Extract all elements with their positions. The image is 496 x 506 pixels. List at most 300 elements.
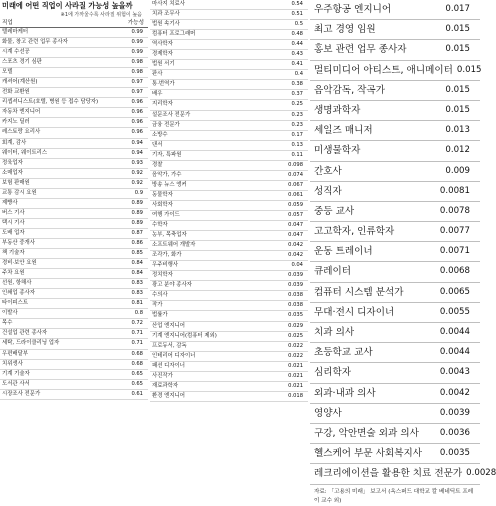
probability-value: 0.029	[288, 322, 303, 329]
table-row	[310, 303, 480, 323]
job-name: 제빵사	[2, 199, 18, 206]
probability-value: 0.0035	[439, 448, 470, 459]
table-row	[310, 20, 480, 40]
table-row	[310, 61, 480, 81]
job-name: 경제학자	[152, 51, 173, 58]
probability-value: 0.38	[291, 81, 303, 88]
probability-value: 0.035	[288, 312, 303, 319]
job-name: 화물, 창고 관련 업무 종사자	[2, 39, 68, 46]
probability-value: 0.047	[288, 232, 303, 239]
job-name: 수학자	[152, 222, 168, 229]
table-row	[150, 301, 308, 311]
job-name: 성직자	[314, 185, 342, 197]
table-row	[150, 241, 308, 251]
job-name: 소프트웨어 개발자	[152, 242, 196, 249]
job-name: 경비·보안 요원	[2, 260, 37, 267]
job-name: 리셉셔니스트(호텔, 병원 등 접수 담당자)	[2, 99, 99, 106]
probability-value: 0.0043	[439, 367, 470, 378]
table-row	[310, 202, 480, 222]
probability-value: 0.71	[131, 330, 143, 337]
table-row	[150, 90, 308, 100]
job-name: 재료과학자	[152, 382, 179, 389]
job-name: 방송 뉴스 앵커	[152, 181, 187, 188]
probability-value: 0.92	[131, 179, 143, 186]
probability-value: 0.54	[291, 1, 303, 7]
probability-value: 0.23	[291, 121, 303, 128]
table-row	[310, 40, 480, 60]
probability-value: 0.04	[291, 262, 303, 269]
job-name: 소매업자	[2, 169, 23, 176]
job-name: 간호사	[314, 165, 342, 177]
table-row	[310, 141, 480, 161]
probability-value: 0.84	[131, 260, 143, 267]
probability-value: 0.8	[134, 310, 143, 317]
probability-value: 0.012	[445, 145, 470, 156]
job-name: 이발사	[2, 310, 18, 317]
job-name: 생명과학자	[314, 104, 361, 116]
probability-value: 0.99	[131, 29, 143, 35]
job-name: 역사학자	[152, 41, 173, 48]
table-row	[310, 283, 480, 303]
table-row	[310, 81, 480, 101]
table-row	[310, 384, 480, 404]
job-name: 전화 교환원	[2, 89, 30, 96]
table-row	[0, 279, 148, 289]
table-row	[310, 101, 480, 121]
job-name: 정육업자	[2, 159, 23, 166]
table-row	[0, 309, 148, 319]
table-row	[0, 229, 148, 239]
probability-value: 0.84	[131, 270, 143, 277]
job-name: 법원 서기	[152, 61, 175, 68]
job-name: 법률가	[152, 312, 168, 319]
table-row	[310, 343, 480, 363]
probability-value: 0.4	[294, 71, 303, 78]
probability-value: 0.025	[288, 332, 303, 339]
table-row	[150, 231, 308, 241]
table-row	[150, 151, 308, 161]
table-row	[150, 80, 308, 90]
job-name: 컴퓨터 프로그래머	[152, 31, 196, 38]
table-row	[150, 382, 308, 392]
probability-value: 0.48	[291, 31, 303, 38]
table-row	[150, 0, 308, 10]
job-name: 레스토랑 요리사	[2, 129, 41, 136]
table-row	[0, 179, 148, 189]
table-row	[310, 424, 480, 444]
probability-value: 0.51	[291, 11, 303, 18]
job-name: 지리학자	[152, 101, 173, 108]
table-row	[0, 319, 148, 329]
table-row	[150, 70, 308, 80]
probability-value: 0.97	[131, 79, 143, 86]
probability-value: 0.015	[456, 64, 482, 75]
probability-value: 0.65	[131, 370, 143, 377]
job-name: 부동산 중개사	[2, 239, 35, 246]
table-row	[0, 139, 148, 149]
table-row	[0, 169, 148, 179]
probability-value: 0.13	[291, 141, 303, 148]
probability-value: 0.96	[131, 119, 143, 126]
probability-value: 0.99	[131, 39, 143, 46]
job-name: 캐셔어(계산원)	[2, 79, 38, 86]
table-row	[150, 322, 308, 332]
probability-value: 0.0039	[439, 407, 470, 418]
job-name: 구강, 악안면술 외과 의사	[314, 427, 419, 439]
probability-value: 0.9	[134, 189, 143, 196]
table-row	[150, 50, 308, 60]
probability-value: 0.94	[131, 139, 143, 146]
table-row	[310, 363, 480, 383]
table-column-2	[150, 0, 308, 402]
job-name: 경찰	[152, 161, 163, 168]
job-name: 농부, 목축업자	[152, 232, 187, 239]
probability-value: 0.96	[131, 109, 143, 116]
job-name: 사회학자	[152, 201, 173, 208]
job-name: 타이피스트	[2, 300, 29, 307]
job-name: 음악감독, 작곡가	[314, 84, 385, 96]
probability-value: 0.013	[445, 125, 470, 136]
probability-value: 0.022	[288, 352, 303, 359]
table-row	[0, 360, 148, 370]
table-row	[150, 141, 308, 151]
probability-value: 0.039	[288, 282, 303, 289]
job-name: 텔레마케터	[2, 29, 29, 35]
job-name: 세탁, 드라이클리닝 업자	[2, 340, 60, 347]
table-row	[0, 380, 148, 390]
probability-value: 0.65	[131, 380, 143, 387]
job-name: 자동차 엔지니어	[2, 109, 41, 116]
job-name: 작가	[152, 302, 163, 309]
probability-value: 0.0078	[439, 205, 470, 216]
table-row	[0, 38, 148, 48]
job-name: 스포츠 경기 심판	[2, 59, 42, 66]
table-row	[310, 444, 480, 464]
table-column-3	[310, 0, 496, 506]
table-row	[150, 201, 308, 211]
probability-value: 0.0081	[439, 185, 470, 196]
probability-value: 0.41	[291, 61, 303, 68]
job-name: 시계 수선공	[2, 49, 30, 56]
table-row	[0, 88, 148, 98]
job-name: 멀티미디어 아티스트, 애니메이터	[314, 64, 453, 76]
job-name: 버스 기사	[2, 209, 25, 216]
probability-value: 0.021	[288, 382, 303, 389]
probability-value: 0.057	[288, 211, 303, 218]
table-row	[0, 299, 148, 309]
probability-value: 0.042	[288, 242, 303, 249]
job-name: 목수	[2, 320, 13, 327]
probability-value: 0.0065	[439, 286, 470, 297]
table-row	[150, 111, 308, 121]
job-name: 수의사	[152, 292, 168, 299]
job-name: 동물학자	[152, 191, 173, 198]
job-name: 음악가, 가수	[152, 171, 182, 178]
table-row	[0, 78, 148, 88]
table-row	[0, 259, 148, 269]
probability-value: 0.68	[131, 360, 143, 367]
probability-value: 0.0028	[466, 468, 496, 479]
header-probability: 가능성	[127, 20, 144, 26]
scale-note: ※1에 가까울수록 사라질 위험이 높음	[60, 12, 142, 18]
job-name: 우주비행사	[152, 262, 179, 269]
table-row	[150, 392, 308, 402]
probability-value: 0.038	[288, 302, 303, 309]
table-row	[150, 181, 308, 191]
job-name: 세일즈 매니저	[314, 125, 373, 137]
probability-value: 0.067	[288, 181, 303, 188]
probability-value: 0.021	[288, 362, 303, 369]
job-list-2	[150, 0, 308, 402]
job-name: 금융 전문가	[152, 121, 180, 128]
table-row	[150, 291, 308, 301]
table-row	[150, 211, 308, 221]
table-row	[150, 171, 308, 181]
table-row	[150, 10, 308, 20]
job-name: 패션 디자이너	[152, 362, 185, 369]
table-row	[150, 352, 308, 362]
probability-value: 0.015	[445, 104, 470, 115]
job-name: 환경 엔지니어	[152, 392, 185, 399]
probability-value: 0.061	[288, 191, 303, 198]
job-name: 통·번역가	[152, 81, 175, 88]
page-title: 미래에 어떤 직업이 사라질 가능성 높을까	[2, 1, 133, 10]
job-name: 인테리어 디자이너	[152, 352, 196, 359]
probability-value: 0.89	[131, 199, 143, 206]
job-name: 도배 업자	[2, 229, 25, 236]
probability-value: 0.93	[131, 159, 143, 166]
job-name: 정치학자	[152, 272, 173, 279]
table-row	[0, 239, 148, 249]
job-list-3	[310, 0, 496, 485]
job-name: 최고 경영 임원	[314, 24, 376, 36]
probability-value: 0.92	[131, 169, 143, 176]
table-row	[150, 221, 308, 231]
probability-value: 0.87	[131, 229, 143, 236]
table-row	[310, 262, 480, 282]
probability-value: 0.038	[288, 292, 303, 299]
job-name: 배우	[152, 91, 163, 98]
probability-value: 0.72	[131, 320, 143, 327]
job-name: 치과 조무사	[152, 11, 180, 18]
job-name: 중등 교사	[314, 205, 355, 217]
job-name: 우주항공 엔지니어	[314, 4, 392, 15]
job-name: 외과·내과 의사	[314, 387, 376, 399]
table-row	[150, 30, 308, 40]
probability-value: 0.098	[288, 161, 303, 168]
job-name: 선원, 항해사	[2, 280, 32, 287]
table-row	[150, 261, 308, 271]
job-name: 택시 기사	[2, 219, 25, 226]
probability-value: 0.015	[445, 24, 470, 35]
table-row	[0, 159, 148, 169]
table-row	[150, 131, 308, 141]
job-name: 교통 감시 요원	[2, 189, 37, 196]
job-name: 무대·전시 디자이너	[314, 306, 395, 318]
job-name: 홍보 관련 업무 종사자	[314, 44, 407, 56]
job-name: 기자, 특파원	[152, 151, 182, 158]
job-name: 웨이터, 웨이트리스	[2, 149, 48, 156]
table-row	[0, 98, 148, 108]
job-name: 초등학교 교사	[314, 347, 373, 359]
header-job: 직업	[2, 20, 13, 26]
table-row	[0, 390, 148, 400]
probability-value: 0.86	[131, 239, 143, 246]
job-name: 조각가, 화가	[152, 252, 182, 259]
job-name: 건설업 관련 종사자	[2, 330, 48, 337]
probability-value: 0.0044	[439, 347, 470, 358]
table-row	[150, 40, 308, 50]
job-name: 기계 기술자	[2, 370, 30, 377]
table-row	[150, 362, 308, 372]
job-name: 프로듀서, 감독	[152, 342, 187, 349]
job-name: 레크리에이션을 활용한 치료 전문가	[314, 468, 463, 480]
table-row	[0, 350, 148, 360]
job-name: 댄서	[152, 141, 163, 148]
table-row	[150, 60, 308, 70]
probability-value: 0.99	[131, 49, 143, 56]
table-row	[310, 162, 480, 182]
probability-value: 0.81	[131, 300, 143, 307]
probability-value: 0.97	[131, 89, 143, 96]
probability-value: 0.021	[288, 372, 303, 379]
job-name: 카지노 딜러	[2, 119, 30, 126]
table-row	[150, 372, 308, 382]
probability-value: 0.96	[131, 99, 143, 106]
job-name: 치과 의사	[314, 327, 355, 338]
table-row	[0, 219, 148, 229]
probability-value: 0.015	[445, 44, 470, 55]
probability-value: 0.039	[288, 272, 303, 279]
table-row	[0, 58, 148, 68]
probability-value: 0.017	[445, 4, 470, 14]
job-name: 기계 엔지니어(컴퓨터 제외)	[152, 332, 217, 339]
probability-value: 0.85	[131, 250, 143, 257]
job-name: 우편배달부	[2, 350, 29, 357]
table-row	[0, 28, 148, 38]
probability-value: 0.11	[291, 151, 303, 158]
probability-value: 0.059	[288, 201, 303, 208]
probability-value: 0.0042	[439, 387, 470, 398]
table-row	[150, 342, 308, 352]
table-row	[0, 339, 148, 349]
probability-value: 0.98	[131, 59, 143, 66]
probability-value: 0.61	[131, 390, 143, 397]
job-name: 컴퓨터 시스템 분석가	[314, 286, 404, 298]
probability-value: 0.015	[445, 84, 470, 95]
table-row	[150, 191, 308, 201]
table-column-1	[0, 0, 148, 400]
probability-value: 0.0055	[439, 306, 470, 317]
table-row	[0, 149, 148, 159]
probability-value: 0.98	[131, 69, 143, 76]
table-row	[0, 249, 148, 259]
table-row	[0, 108, 148, 118]
table-row	[0, 68, 148, 78]
source-note: 자료: 「고용의 미래」 보고서 (옥스퍼드 대학교 칼 베네딕트 프레이 교수 외)	[314, 488, 474, 504]
probability-value: 0.96	[131, 129, 143, 136]
table-row	[0, 199, 148, 209]
table-row	[310, 242, 480, 262]
probability-value: 0.0044	[439, 327, 470, 337]
job-name: 헬스케어 부문 사회복지사	[314, 448, 423, 460]
job-name: 심리학자	[314, 367, 352, 379]
probability-value: 0.047	[288, 222, 303, 229]
table-header	[0, 19, 148, 28]
job-name: 사진작가	[152, 372, 173, 379]
probability-value: 0.89	[131, 209, 143, 216]
job-name: 인쇄업 종사자	[2, 290, 35, 297]
table-row	[0, 209, 148, 219]
probability-value: 0.0077	[439, 226, 470, 237]
table-row	[150, 251, 308, 261]
probability-value: 0.23	[291, 111, 303, 118]
table-row	[0, 128, 148, 138]
table-row	[0, 189, 148, 199]
table-row	[150, 271, 308, 281]
job-name: 광고 분야 종사자	[152, 282, 192, 289]
table-row	[150, 332, 308, 342]
job-name: 회계, 감사	[2, 139, 27, 146]
job-name: 산업 엔지니어	[152, 322, 185, 329]
job-name: 모델	[2, 69, 13, 76]
job-name: 영양사	[314, 407, 342, 419]
probability-value: 0.83	[131, 280, 143, 287]
job-name: 시장조사 전문가	[2, 390, 41, 397]
probability-value: 0.83	[131, 290, 143, 297]
probability-value: 0.042	[288, 252, 303, 259]
table-row	[0, 289, 148, 299]
table-row	[0, 329, 148, 339]
job-name: 미생물학자	[314, 145, 361, 157]
job-name: 법원 속기사	[152, 21, 180, 28]
job-name: 판사	[152, 71, 163, 78]
table-row	[310, 464, 496, 484]
probability-value: 0.94	[131, 149, 143, 156]
job-name: 여행 가이드	[152, 211, 180, 218]
job-name: 고고학자, 인류학자	[314, 226, 395, 238]
table-row	[310, 182, 480, 202]
table-row	[0, 48, 148, 58]
probability-value: 0.0068	[439, 266, 470, 277]
job-name: 소방수	[152, 131, 168, 138]
table-row	[0, 370, 148, 380]
job-name: 설문조사 전문가	[152, 111, 191, 118]
table-row	[150, 100, 308, 110]
probability-value: 0.022	[288, 342, 303, 349]
job-name: 치위생사	[2, 360, 23, 367]
table-row	[310, 222, 480, 242]
probability-value: 0.17	[291, 131, 303, 138]
table-row	[150, 311, 308, 321]
probability-value: 0.5	[294, 21, 303, 28]
job-name: 보험 판매원	[2, 179, 30, 186]
probability-value: 0.074	[288, 171, 303, 178]
probability-value: 0.009	[445, 165, 470, 176]
probability-value: 0.0071	[439, 246, 470, 257]
job-name: 주차 요원	[2, 270, 25, 277]
probability-value: 0.0036	[439, 427, 470, 438]
table-row	[0, 118, 148, 128]
probability-value: 0.37	[291, 91, 303, 98]
probability-value: 0.018	[288, 392, 303, 399]
table-row	[150, 121, 308, 131]
job-name: 마사지 치료사	[152, 1, 185, 7]
table-row	[150, 20, 308, 30]
table-row	[0, 269, 148, 279]
table-row	[310, 404, 480, 424]
table-row	[310, 323, 480, 343]
